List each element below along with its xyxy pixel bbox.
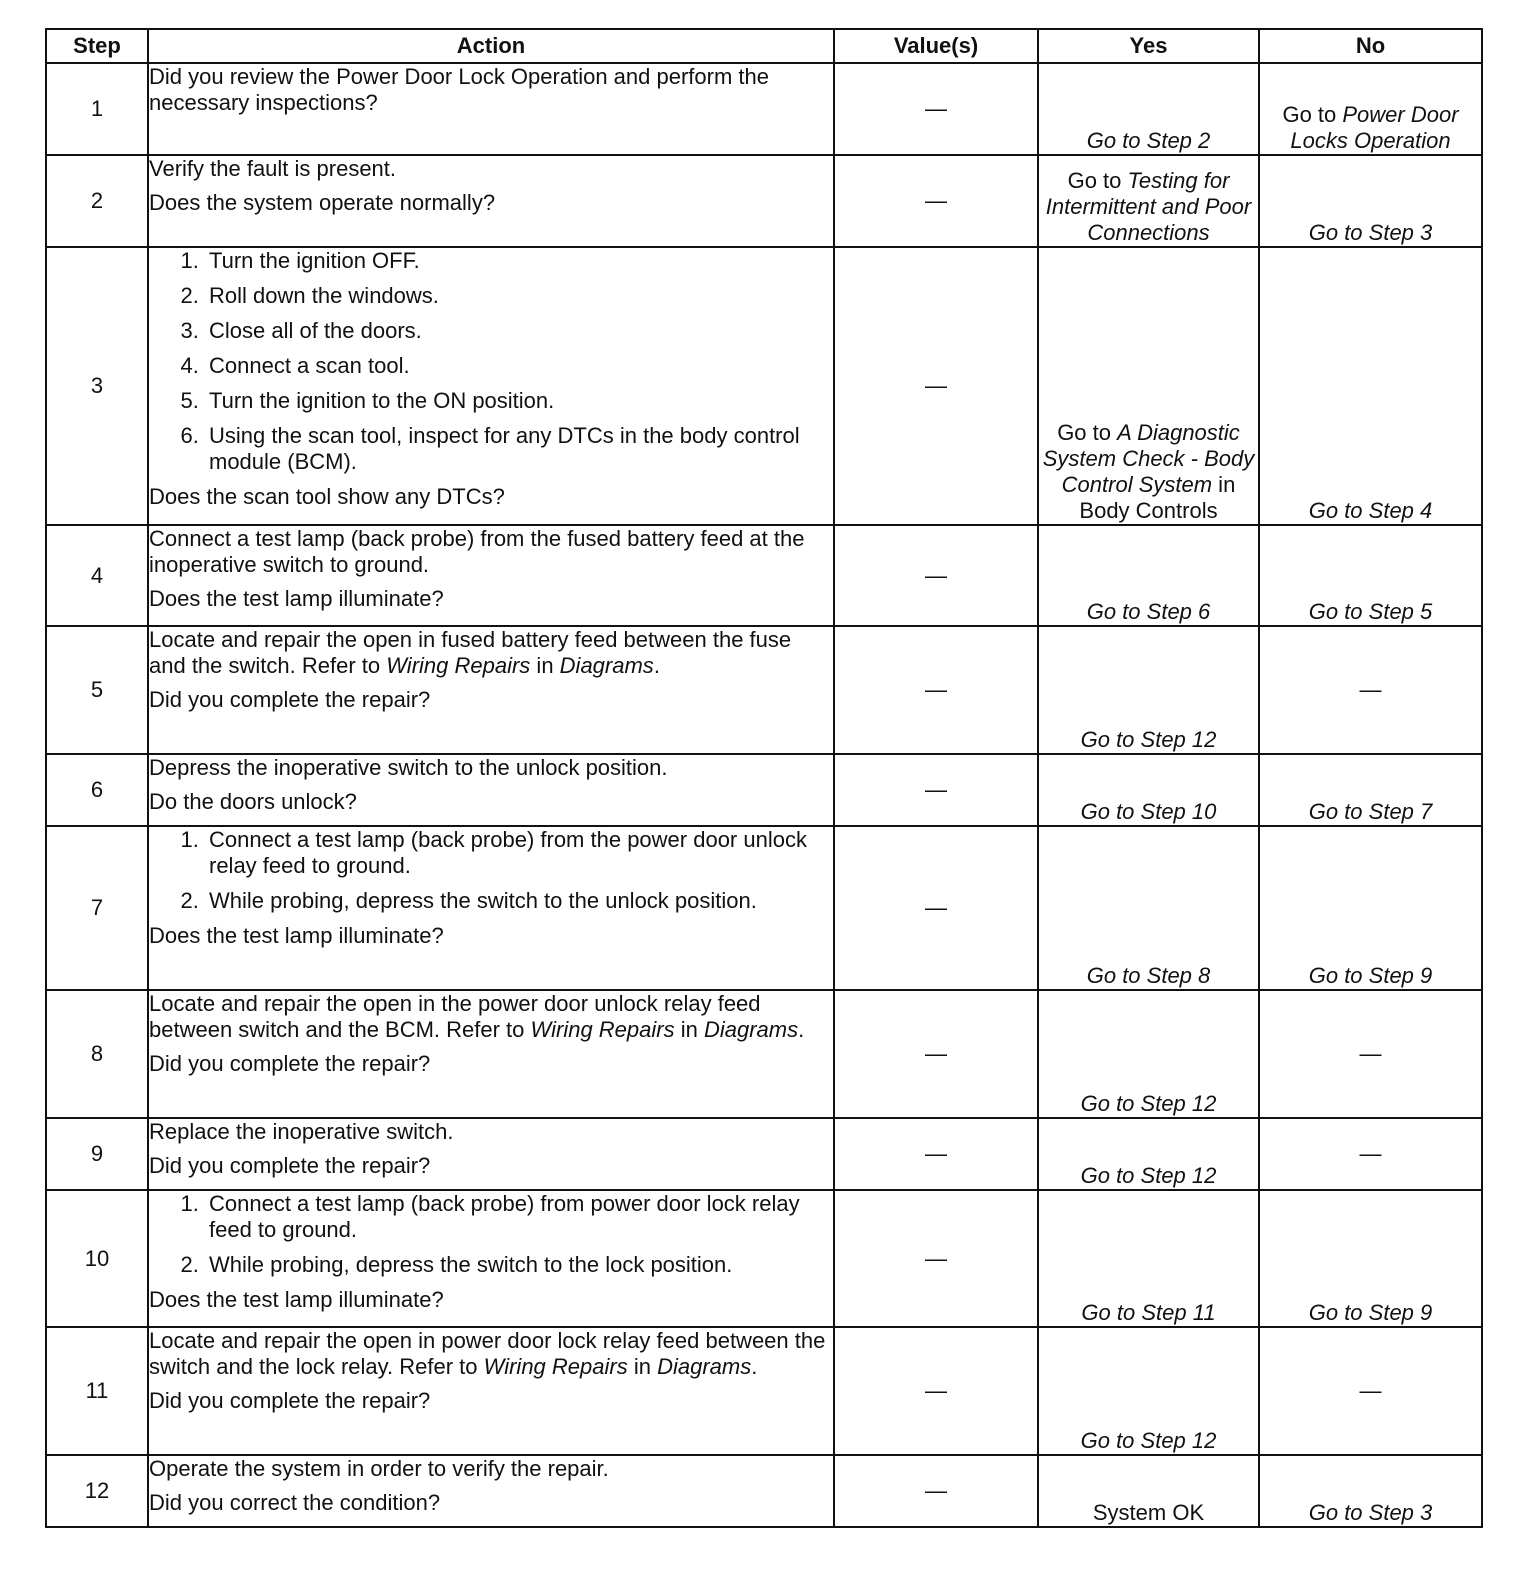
no-cell: — — [1259, 990, 1482, 1118]
action-text-part: in — [674, 1017, 704, 1042]
value-cell: — — [834, 155, 1038, 247]
step-number: 11 — [46, 1327, 148, 1455]
action-cell — [148, 626, 834, 754]
action-text-part: Locate and repair the open in the power door unlock relay feed between switch and the BCM. Refer to — [149, 991, 761, 1042]
action-text: Verify the fault is present. — [149, 156, 397, 181]
yes-ref: A Diagnostic System Check - Body Control System — [1042, 420, 1255, 497]
value-cell: — — [834, 247, 1038, 525]
table-row — [46, 1327, 1482, 1455]
action-text-part: in — [530, 653, 560, 678]
no-cell — [1259, 1455, 1482, 1527]
action-question: Does the test lamp illuminate? — [149, 586, 444, 611]
table-row — [46, 1190, 1482, 1327]
step-number: 9 — [46, 1118, 148, 1190]
action-question: Does the test lamp illuminate? — [149, 1287, 444, 1312]
step-number: 12 — [46, 1455, 148, 1527]
yes-cell — [1038, 525, 1259, 626]
table-row — [46, 1455, 1482, 1527]
action-cell — [148, 990, 834, 1118]
value-cell: — — [834, 525, 1038, 626]
yes-suffix: in Body Controls — [1079, 472, 1236, 523]
action-cell — [148, 1190, 834, 1327]
action-text-part: Locate and repair the open in fused battery feed between the fuse and the switch. Refer to — [149, 627, 792, 678]
no-cell — [1259, 63, 1482, 155]
no-text: Go to Step 7 — [1308, 799, 1433, 824]
no-text: Go to Step 9 — [1308, 963, 1433, 988]
table-row — [46, 990, 1482, 1118]
action-cell — [148, 1118, 834, 1190]
no-cell — [1259, 1190, 1482, 1327]
action-text-part: Locate and repair the open in power door lock relay feed between the switch and the lock relay. Refer to — [149, 1328, 826, 1379]
list-item: 1. Connect a test lamp (back probe) from the power door unlock relay feed to ground. — [205, 827, 833, 879]
action-question: Did you review the Power Door Lock Operation and perform the necessary inspections? — [149, 64, 769, 115]
table-row — [46, 63, 1482, 155]
list-item: 3. Close all of the doors. — [205, 318, 833, 344]
action-cell — [148, 826, 834, 990]
no-text: Go to Step 9 — [1308, 1300, 1433, 1325]
yes-text: Go to Step 12 — [1080, 727, 1217, 752]
no-ref: Power Door Locks Operation — [1290, 102, 1459, 153]
header-step: Step — [46, 29, 148, 63]
header-values: Value(s) — [834, 29, 1038, 63]
yes-text: Go to Step 12 — [1080, 1163, 1217, 1188]
no-text: Go to Step 3 — [1308, 220, 1433, 245]
action-question: Did you correct the condition? — [149, 1490, 441, 1515]
no-text: Go to Step 3 — [1308, 1500, 1433, 1525]
value-cell: — — [834, 990, 1038, 1118]
table-row — [46, 754, 1482, 826]
action-cell — [148, 155, 834, 247]
action-text — [149, 991, 833, 1043]
action-steps-list — [149, 1191, 833, 1278]
no-text: Go to — [1282, 102, 1343, 127]
action-cell — [148, 1327, 834, 1455]
diagnostic-table — [45, 28, 1483, 1528]
action-text — [149, 627, 833, 679]
action-cell — [148, 247, 834, 525]
no-cell — [1259, 826, 1482, 990]
step-number: 4 — [46, 525, 148, 626]
yes-cell — [1038, 155, 1259, 247]
no-text: Go to Step 4 — [1308, 498, 1433, 523]
yes-cell — [1038, 826, 1259, 990]
no-cell: — — [1259, 1327, 1482, 1455]
list-item: 2. While probing, depress the switch to the unlock position. — [205, 888, 833, 914]
header-yes: Yes — [1038, 29, 1259, 63]
yes-text: Go to Step 8 — [1086, 963, 1211, 988]
action-text-part: . — [653, 653, 660, 678]
action-question: Does the scan tool show any DTCs? — [149, 484, 505, 509]
ref-diagrams: Diagrams — [703, 1017, 799, 1042]
step-number: 5 — [46, 626, 148, 754]
yes-text: Go to — [1067, 168, 1128, 193]
action-text: Replace the inoperative switch. — [149, 1119, 454, 1144]
value-cell: — — [834, 63, 1038, 155]
table-row — [46, 826, 1482, 990]
header-no: No — [1259, 29, 1482, 63]
yes-text: Go to Step 11 — [1081, 1300, 1216, 1325]
list-item: 5. Turn the ignition to the ON position. — [205, 388, 833, 414]
value-cell: — — [834, 754, 1038, 826]
action-text-part: . — [798, 1017, 805, 1042]
header-action: Action — [148, 29, 834, 63]
action-question: Do the doors unlock? — [149, 789, 357, 814]
action-steps-list — [149, 248, 833, 475]
step-number: 1 — [46, 63, 148, 155]
ref-wiring-repairs: Wiring Repairs — [483, 1354, 628, 1379]
list-item: 2. Roll down the windows. — [205, 283, 833, 309]
yes-cell — [1038, 754, 1259, 826]
yes-ref: Testing for Intermittent and Poor Connections — [1045, 168, 1252, 245]
action-text: Depress the inoperative switch to the unlock position. — [149, 755, 668, 780]
no-text: Go to Step 5 — [1308, 599, 1433, 624]
ref-diagrams: Diagrams — [559, 653, 654, 678]
value-cell: — — [834, 1118, 1038, 1190]
step-number: 6 — [46, 754, 148, 826]
list-item: 2. While probing, depress the switch to the lock position. — [205, 1252, 833, 1278]
yes-cell — [1038, 1455, 1259, 1527]
yes-text: Go to Step 12 — [1080, 1428, 1217, 1453]
table-row — [46, 155, 1482, 247]
action-question: Does the system operate normally? — [149, 190, 496, 215]
value-cell: — — [834, 826, 1038, 990]
action-question: Did you complete the repair? — [149, 1051, 431, 1076]
action-text — [149, 1328, 833, 1380]
yes-cell — [1038, 63, 1259, 155]
action-question: Did you complete the repair? — [149, 687, 431, 712]
table-row — [46, 247, 1482, 525]
step-number: 7 — [46, 826, 148, 990]
action-cell — [148, 63, 834, 155]
yes-text: Go to Step 12 — [1080, 1091, 1217, 1116]
action-steps-list — [149, 827, 833, 914]
action-cell — [148, 525, 834, 626]
step-number: 10 — [46, 1190, 148, 1327]
yes-cell — [1038, 1327, 1259, 1455]
header-row — [46, 29, 1482, 63]
value-cell: — — [834, 1190, 1038, 1327]
no-cell — [1259, 155, 1482, 247]
action-question: Does the test lamp illuminate? — [149, 923, 444, 948]
action-cell — [148, 1455, 834, 1527]
ref-wiring-repairs: Wiring Repairs — [530, 1017, 675, 1042]
action-question: Did you complete the repair? — [149, 1153, 431, 1178]
yes-text: Go to Step 6 — [1086, 599, 1211, 624]
value-cell: — — [834, 1327, 1038, 1455]
ref-wiring-repairs: Wiring Repairs — [386, 653, 531, 678]
yes-cell — [1038, 247, 1259, 525]
action-text-part: in — [627, 1354, 658, 1379]
yes-text: System OK — [1092, 1500, 1205, 1525]
value-cell: — — [834, 1455, 1038, 1527]
yes-text: Go to Step 2 — [1086, 128, 1211, 153]
yes-text: Go to Step 10 — [1080, 799, 1217, 824]
list-item: 4. Connect a scan tool. — [205, 353, 833, 379]
action-cell — [148, 754, 834, 826]
no-cell: — — [1259, 626, 1482, 754]
no-cell — [1259, 525, 1482, 626]
yes-text: Go to — [1057, 420, 1118, 445]
value-cell: — — [834, 626, 1038, 754]
action-text: Connect a test lamp (back probe) from the fused battery feed at the inoperative switch to ground. — [149, 526, 805, 577]
table-row — [46, 626, 1482, 754]
step-number: 2 — [46, 155, 148, 247]
yes-cell — [1038, 990, 1259, 1118]
no-cell: — — [1259, 1118, 1482, 1190]
yes-cell — [1038, 626, 1259, 754]
step-number: 3 — [46, 247, 148, 525]
action-text: Operate the system in order to verify the repair. — [149, 1456, 609, 1481]
ref-diagrams: Diagrams — [657, 1354, 752, 1379]
step-number: 8 — [46, 990, 148, 1118]
yes-cell — [1038, 1190, 1259, 1327]
list-item: 1. Connect a test lamp (back probe) from power door lock relay feed to ground. — [205, 1191, 833, 1243]
table-row — [46, 525, 1482, 626]
yes-cell — [1038, 1118, 1259, 1190]
table-row — [46, 1118, 1482, 1190]
no-cell — [1259, 247, 1482, 525]
list-item: 1. Turn the ignition OFF. — [205, 248, 833, 274]
list-item: 6. Using the scan tool, inspect for any DTCs in the body control module (BCM). — [205, 423, 833, 475]
action-text-part: . — [751, 1354, 758, 1379]
action-question: Did you complete the repair? — [149, 1388, 431, 1413]
no-cell — [1259, 754, 1482, 826]
